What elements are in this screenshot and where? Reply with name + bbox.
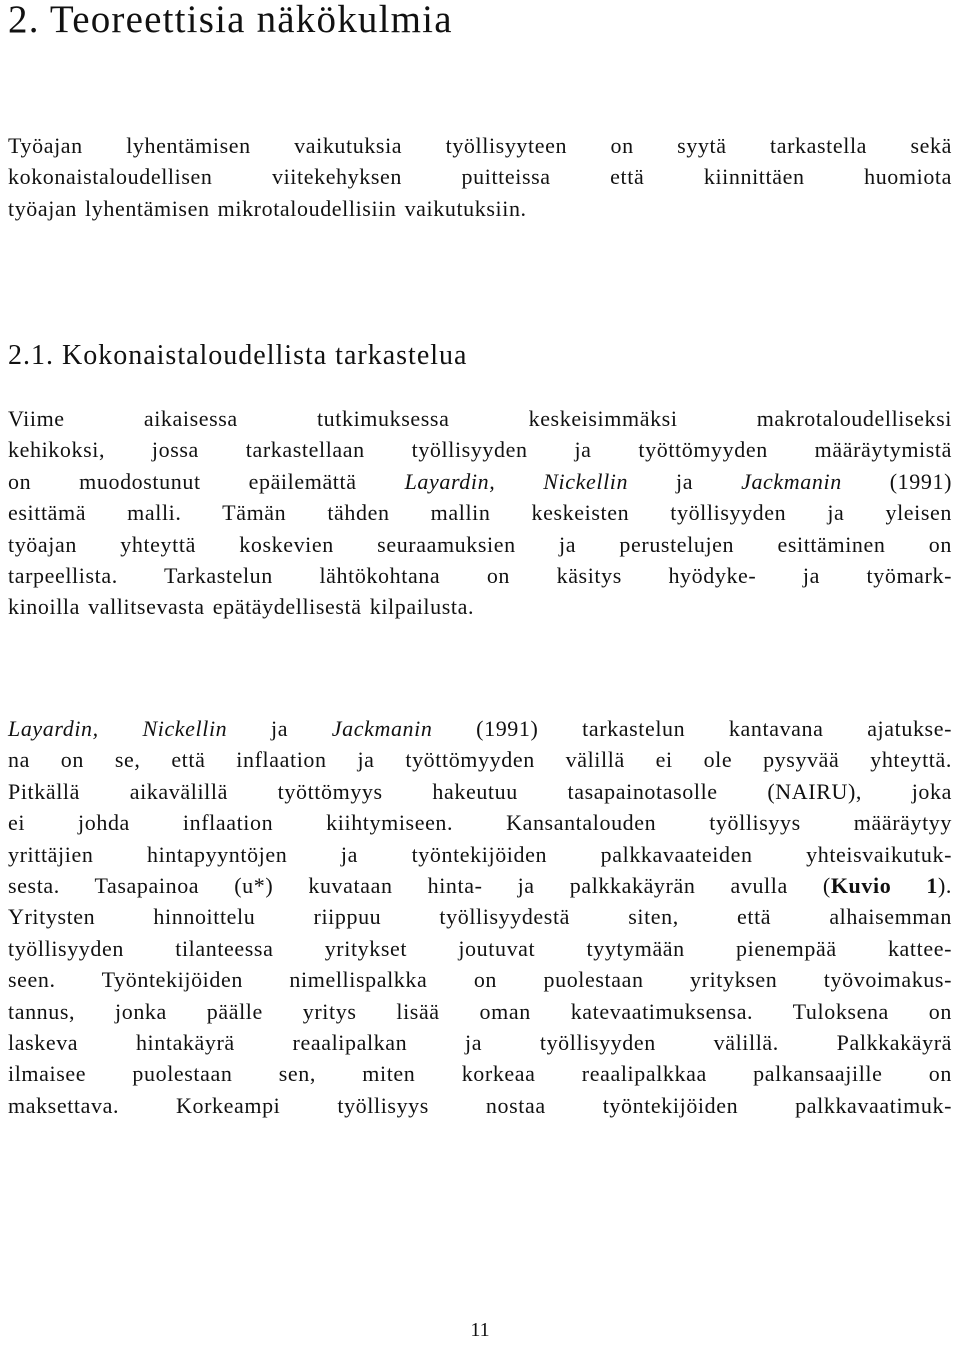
chapter-title: 2. Teoreettisia näkökulmia [8,0,453,41]
document-page [8,0,952,1350]
text-line: na on se, että inflaation ja työttömyyden välillä ei ole pysyvää yhteyttä. [8,747,952,773]
text-line: työajan lyhentämisen mikrotaloudellisiin vaikutuksiin. [8,195,527,221]
text-line: ilmaisee puolestaan sen, miten korkeaa reaalipalkkaa palkansaajille on [8,1061,952,1087]
author-citation: Jackmanin [331,716,433,741]
text-line: kehikoksi, jossa tarkastellaan työllisyyden ja työttömyyden määräytymistä [8,437,952,463]
text-line: Työajan lyhentämisen vaikutuksia työllisyyteen on syytä tarkastella sekä [8,133,952,158]
text-line [8,466,952,497]
text-line: laskeva hintakäyrä reaalipalkan ja työllisyyden välillä. Palkkakäyrä [8,1030,952,1056]
text-line: Pitkällä aikavälillä työttömyys hakeutuu tasapainotasolle (NAIRU), joka [8,778,952,804]
text-line: tannus, jonka päälle yritys lisää oman katevaatimuksensa. Tuloksena on [8,998,952,1024]
text-line: kokonaistaloudellisen viitekehyksen puitteissa että kiinnittäen huomiota [8,164,952,190]
text-fragment: sesta. Tasapainoa (u*) kuvataan hinta- ja palkkakäyrän avulla ( [8,873,831,899]
text-line: työajan yhteyttä koskevien seuraamuksien ja perustelujen esittäminen on [8,531,952,557]
page-number: 11 [470,1319,490,1341]
author-citation: Layardin, Nickellin [404,468,629,494]
body-paragraph-2 [8,713,952,1121]
author-citation: Layardin, Nickellin [8,716,228,741]
text-line: esittämä malli. Tämän tähden mallin keskeisten työllisyyden ja yleisen [8,500,952,526]
text-line: kinoilla vallitsevasta epätäydellisestä kilpailusta. [8,594,475,620]
figure-reference: Kuvio 1 [830,873,938,899]
text-fragment: ja [227,716,332,741]
text-fragment: (1991) [841,468,953,494]
text-fragment: (1991) tarkastelun kantavana ajatukse- [432,716,953,741]
text-line: seen. Työntekijöiden nimellispalkka on puolestaan yrityksen työvoimakus- [8,967,952,993]
text-line: yrittäjien hintapyyntöjen ja työntekijöiden palkkavaateiden yhteisvaikutuk- [8,841,952,867]
text-line: Yritysten hinnoittelu riippuu työllisyydestä siten, että alhaisemman [8,904,952,930]
text-line [8,870,952,901]
text-line [8,713,952,744]
section-title: 2.1. Kokonaistaloudellista tarkastelua [8,340,468,371]
text-fragment: ). [937,873,952,899]
text-line: työllisyyden tilanteessa yritykset joutuvat tyytymään pienempää kattee- [8,935,952,961]
text-line: maksettava. Korkeampi työllisyys nostaa työntekijöiden palkkavaatimuk- [8,1092,952,1118]
intro-paragraph [8,130,952,224]
body-paragraph-1 [8,403,952,623]
text-fragment: on muodostunut epäilemättä [8,468,405,494]
text-fragment: ja [628,468,742,494]
author-citation: Jackmanin [741,468,842,494]
text-line: Viime aikaisessa tutkimuksessa keskeisimmäksi makrotaloudelliseksi [8,406,952,431]
text-line: tarpeellista. Tarkastelun lähtökohtana on käsitys hyödyke- ja työmark- [8,563,952,589]
text-line: ei johda inflaation kiihtymiseen. Kansantalouden työllisyys määräytyy [8,810,952,836]
